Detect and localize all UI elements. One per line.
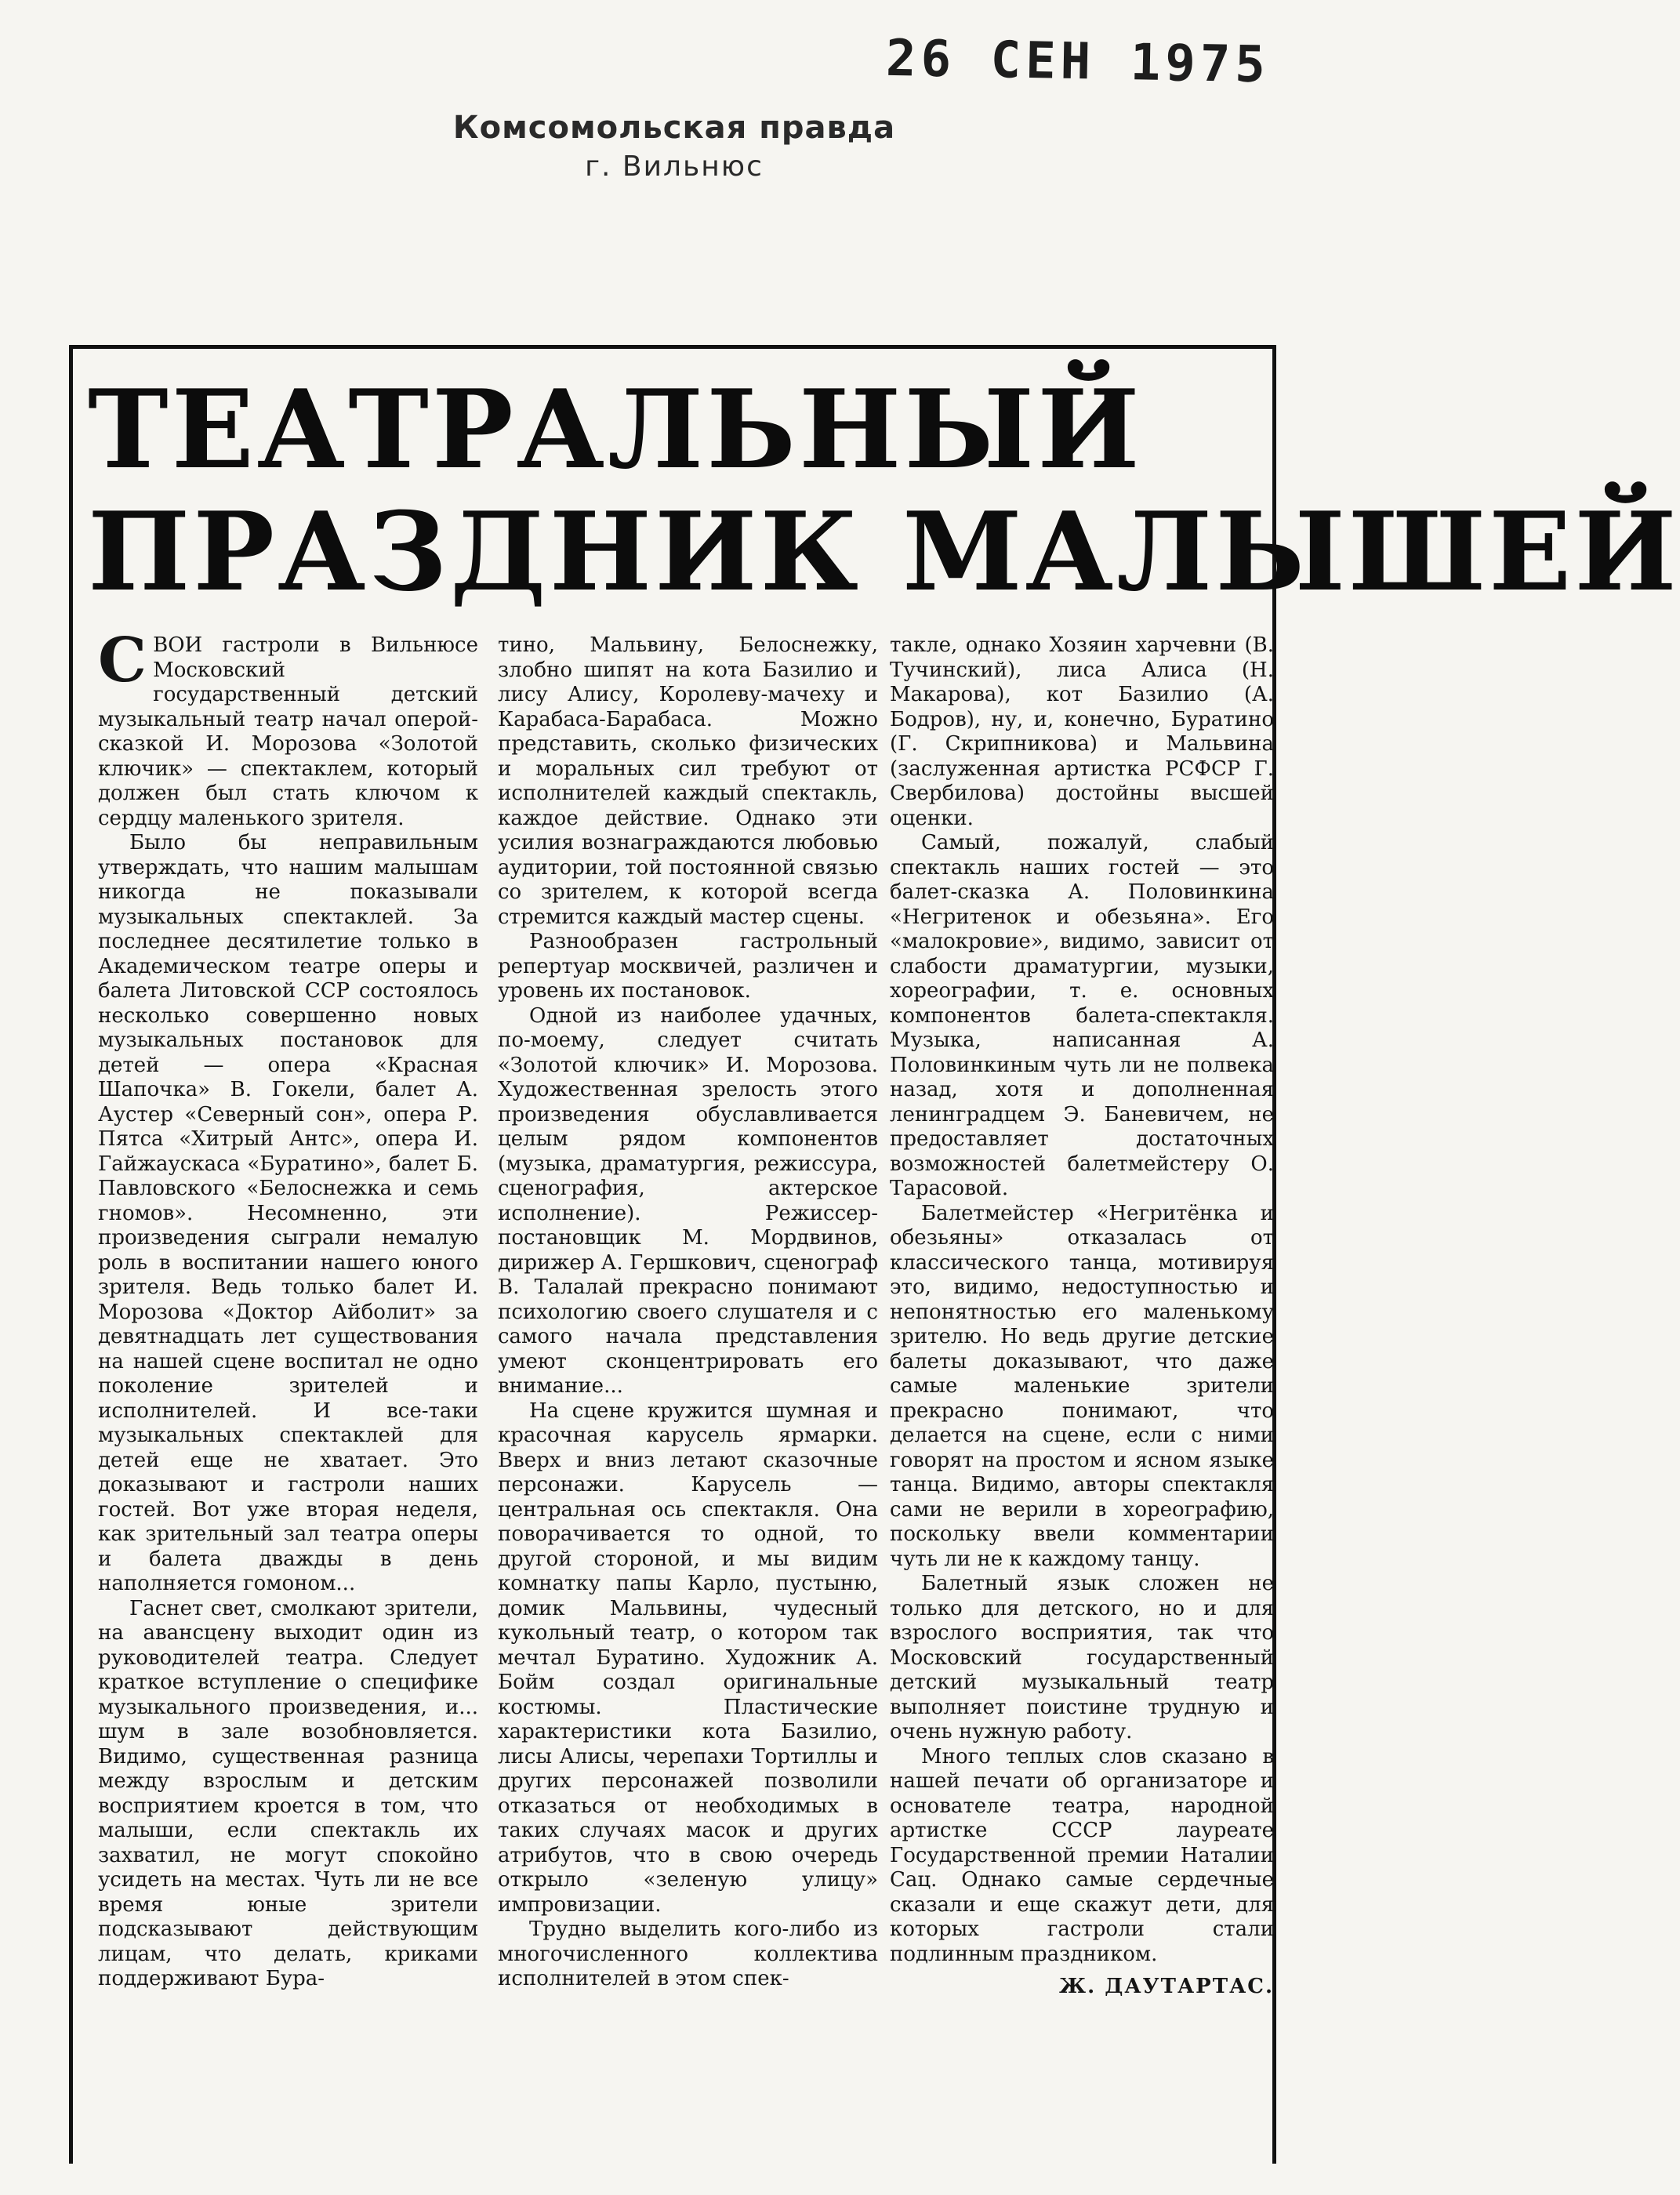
headline-line-1: ТЕАТРАЛЬНЫЙ (88, 365, 1143, 493)
paragraph: Самый, пожалуй, слабый спектакль наших гостей — это балет-сказка А. Половинкина «Негритенок и обезьяна». Его «малокровие», видимо, зависит от слабости драматургии, музыки, хореографии, т. е. основных компонентов балета-спектакля. Музыка, написанная А. Половинкиным чуть ли не полвека назад, хотя и дополненная ленинградцем Э. Баневичем, не предоставляет достаточных возможностей балетмейстеру О. Тарасовой. (890, 831, 1274, 1200)
date-stamp: 26 СЕН 1975 (885, 29, 1271, 95)
paragraph: Много теплых слов сказано в нашей печати об организаторе и основателе театра, народной артистке СССР лауреате Государственной премии Наталии Сац. Однако самые сердечные сказали и еще скажут дети, для которых гастроли стали подлинным праздником. (890, 1744, 1274, 1966)
paragraph (98, 625, 478, 831)
paragraph-text: ВОИ гастроли в Вильнюсе Московский государственный детский музыкальный театр начал оперой-сказкой И. Морозова «Золотой ключик» — спектаклем, который должен был стать ключом к сердцу маленького зрителя. (98, 633, 478, 830)
article-body (98, 625, 1282, 2162)
article-headline (88, 365, 1680, 615)
paragraph: Одной из наиболее удачных, по-моему, следует считать «Золотой ключик» И. Морозова. Художественная зрелость этого произведения обуславливается целым рядом компонентов (музыка, драматургия, режиссура, сценография, актерское исполнение). Режиссер-постановщик М. Мордвинов, дирижер А. Гершкович, сценограф В. Талалай прекрасно понимают психологию своего слушателя и с самого начала представления умеют сконцентрировать его внимание... (498, 1003, 878, 1398)
text-column-1 (98, 625, 478, 2162)
paragraph: Балетный язык сложен не только для детского, но и для взрослого восприятия, так что Московский государственный детский музыкальный театр выполняет поистине трудную и очень нужную работу. (890, 1572, 1274, 1743)
paragraph: Разнообразен гастрольный репертуар москвичей, различен и уровень их постановок. (498, 930, 878, 1003)
city-name: г. Вильнюс (585, 151, 764, 183)
drop-cap: С (98, 625, 147, 696)
author-signature: Ж. ДАУТАРТАС. (1059, 1975, 1274, 1998)
source-label (439, 110, 909, 183)
newspaper-name: Комсомольская правда (452, 110, 896, 146)
paragraph: такле, однако Хозяин харчевни (В. Тучинский), лиса Алиса (Н. Макарова), кот Базилио (А. Бодров), ну, и, конечно, Буратино (Г. Скрипникова) и Мальвина (заслуженная артистка РСФСР Г. Свербилова) достойны высшей оценки. (890, 633, 1274, 830)
headline-line-2: ПРАЗДНИК МАЛЫШЕЙ (88, 488, 1680, 615)
paragraph: Гаснет свет, смолкают зрители, на авансцену выходит один из руководителей театра. Следует краткое вступление о специфике музыкального произведения, и... шум в зале возобновляется. Видимо, существенная разница между взрослым и детским восприятием кроется в том, что малыши, если спектакль их захватил, не могут спокойно усидеть на местах. Чуть ли не все время юные зрители подсказывают действующим лицам, что делать, криками поддерживают Бура- (98, 1596, 478, 1990)
text-column-3 (890, 633, 1274, 2162)
paragraph: Балетмейстер «Негритёнка и обезьяны» отказалась от классического танца, мотивируя это, видимо, недоступностью и непонятностью его маленькому зрителю. Но ведь другие детские балеты доказывают, что даже самые маленькие зрители прекрасно понимают, что делается на сцене, если с ними говорят на простом и ясном языке танца. Видимо, авторы спектакля сами не верили в хореографию, поскольку ввели комментарии чуть ли не к каждому танцу. (890, 1201, 1274, 1571)
paragraph: На сцене кружится шумная и красочная карусель ярмарки. Вверх и вниз летают сказочные персонажи. Карусель — центральная ось спектакля. Она поворачивается то одной, то другой стороной, и мы видим комнатку папы Карло, пустыню, домик Мальвины, чудесный кукольный театр, о котором так мечтал Буратино. Художник А. Бойм создал оригинальные костюмы. Пластические характеристики кота Базилио, лисы Алисы, черепахи Тортиллы и других персонажей позволили отказаться от необходимых в таких случаях масок и других атрибутов, что в свою очередь открыло «зеленую улицу» импровизации. (498, 1399, 878, 1917)
paragraph: Трудно выделить кого-либо из многочисленного коллектива исполнителей в этом спек- (498, 1917, 878, 1990)
text-column-2 (498, 633, 878, 2162)
paragraph: тино, Мальвину, Белоснежку, злобно шипят на кота Базилио и лису Алису, Королеву-мачеху и Карабаса-Барабаса. Можно представить, сколько физических и моральных сил требуют от исполнителей каждый спектакль, каждое действие. Однако эти усилия вознаграждаются любовью аудитории, той постоянной связью со зрителем, к которой всегда стремится каждый мастер сцены. (498, 633, 878, 929)
paragraph: Было бы неправильным утверждать, что нашим малышам никогда не показывали музыкальных спектаклей. За последнее десятилетие только в Академическом театре оперы и балета Литовской ССР состоялось несколько совершенно новых музыкальных постановок для детей — опера «Красная Шапочка» В. Гокели, балет А. Аустер «Северный сон», опера Р. Пятса «Хитрый Антс», опера И. Гайжаускаса «Буратино», балет Б. Павловского «Белоснежка и семь гномов». Несомненно, эти произведения сыграли немалую роль в воспитании нашего юного зрителя. Ведь только балет И. Морозова «Доктор Айболит» за девятнадцать лет существования на нашей сцене воспитал не одно поколение зрителей и исполнителей. И все-таки музыкальных спектаклей для детей еще не хватает. Это доказывают и гастроли наших гостей. Вот уже вторая неделя, как зрительный зал театра оперы и балета дважды в день наполняется гомоном... (98, 831, 478, 1595)
